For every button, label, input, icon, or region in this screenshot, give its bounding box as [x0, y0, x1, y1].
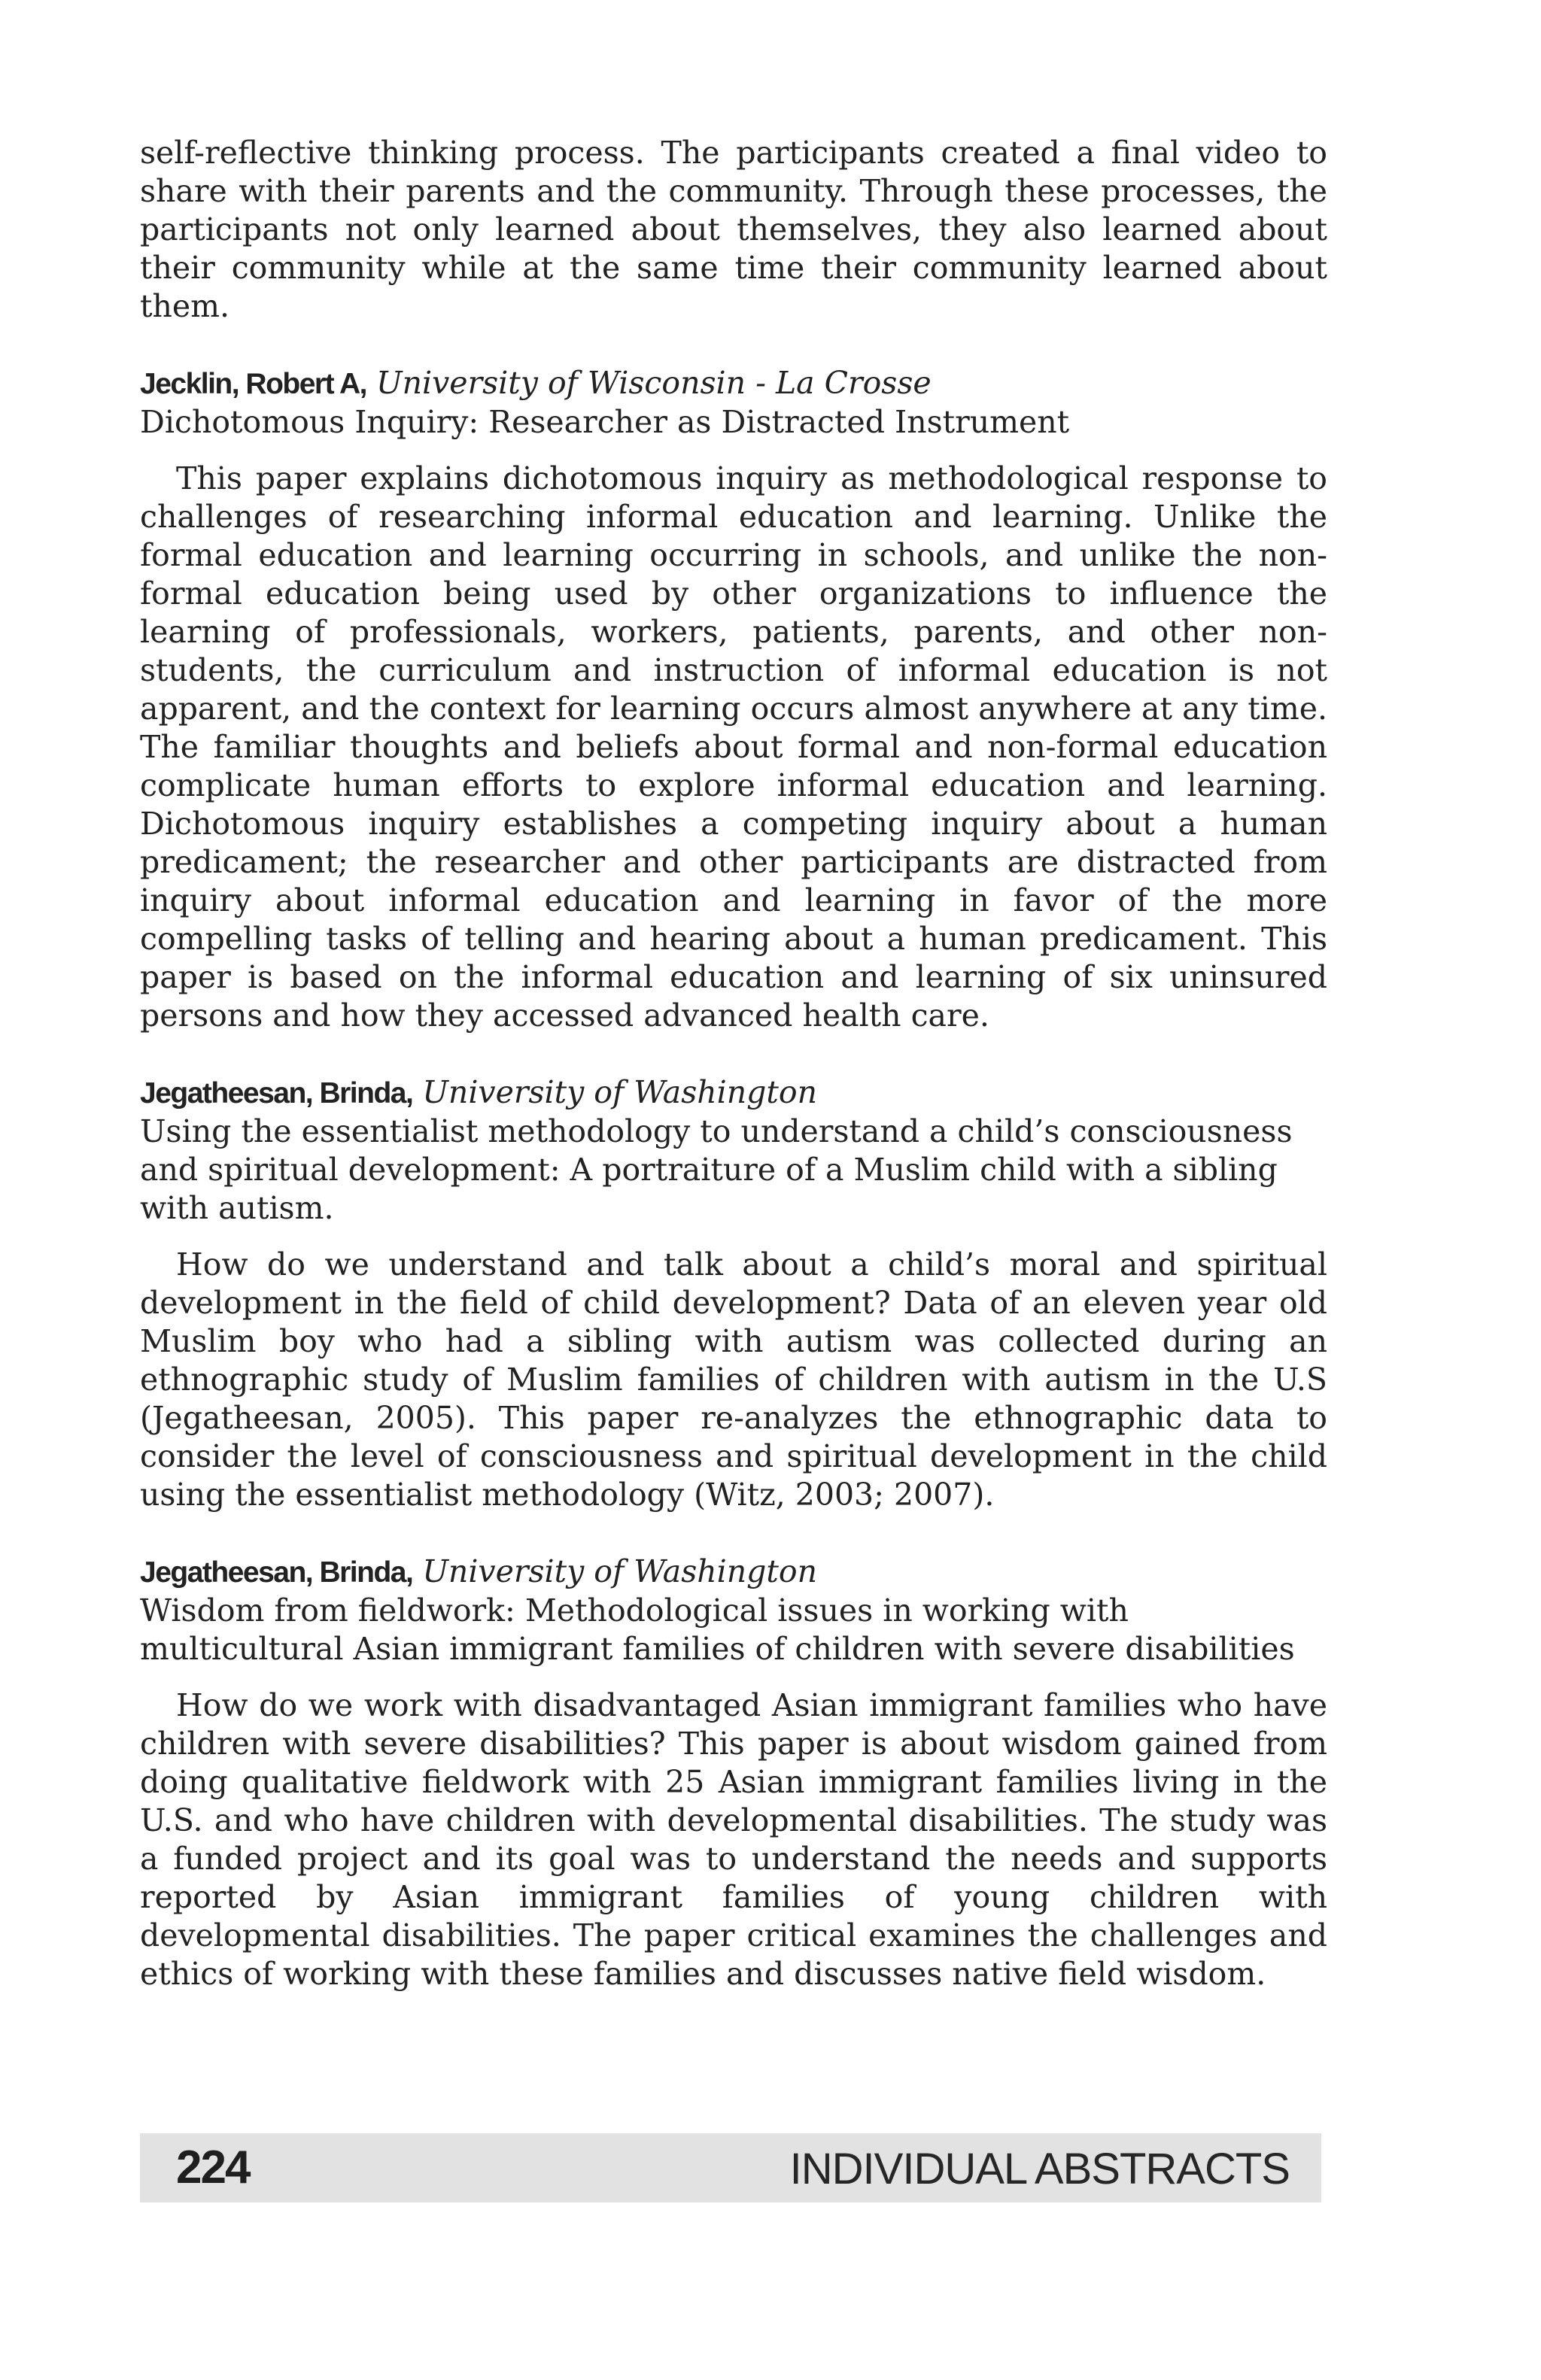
page-footer	[140, 2133, 1321, 2202]
entry-header	[140, 1553, 1327, 1592]
author-affiliation: University of Washington	[422, 1074, 817, 1110]
entry-header	[140, 364, 1327, 403]
author-affiliation: University of Wisconsin - La Crosse	[376, 365, 932, 401]
abstract-title: Using the essentialist methodology to understand a child’s consciousness and spiritual development: A portraiture of a Muslim child with a sibling with autism.	[140, 1113, 1293, 1226]
page-number: 224	[176, 2142, 250, 2193]
abstract-entry	[140, 1553, 1327, 1993]
section-name: INDIVIDUAL ABSTRACTS	[789, 2145, 1290, 2193]
continuation-paragraph: self-reflective thinking process. The participants created a final video to share with their parents and the community. Through these processes, the participants not only learned about themselves, they also learned about their community while at the same time their community learned about them.	[140, 135, 1327, 324]
author-name: Jegatheesan, Brinda,	[140, 1556, 413, 1589]
abstract-text: This paper explains dichotomous inquiry as methodological response to challenges of researching informal education and learning. Unlike the formal education and learning occurring in schools, and unlike the non-formal education being used by other organizations to influence the learning of professionals, workers, patients, parents, and other non-students, the curriculum and instruction of informal education is not apparent, and the context for learning occurs almost anywhere at any time. The familiar thoughts and beliefs about formal and non-formal education complicate human efforts to explore informal education and learning. Dichotomous inquiry establishes a competing inquiry about a human predicament; the researcher and other participants are distracted from inquiry about informal education and learning in favor of the more compelling tasks of telling and hearing about a human predicament. This paper is based on the informal education and learning of six uninsured persons and how they accessed advanced health care.	[140, 460, 1327, 1034]
abstract-entry	[140, 364, 1327, 1035]
abstract-text: How do we understand and talk about a child’s moral and spiritual development in the field of child development? Data of an eleven year old Muslim boy who had a sibling with autism was collected during an ethnographic study of Muslim families of children with autism in the U.S (Jegatheesan, 2005). This paper re-analyzes the ethnographic data to consider the level of consciousness and spiritual development in the child using the essentialist methodology (Witz, 2003; 2007).	[140, 1246, 1327, 1513]
abstract-title: Wisdom from fieldwork: Methodological issues in working with multicultural Asian immigrant families of children with severe disabilities	[140, 1592, 1295, 1667]
author-affiliation: University of Washington	[422, 1553, 817, 1589]
abstract-entry	[140, 1073, 1327, 1514]
author-name: Jecklin, Robert A,	[140, 368, 366, 400]
author-name: Jegatheesan, Brinda,	[140, 1077, 413, 1110]
abstract-title: Dichotomous Inquiry: Researcher as Distracted Instrument	[140, 404, 1070, 440]
page-body	[140, 134, 1327, 1993]
abstract-text: How do we work with disadvantaged Asian immigrant families who have children with severe disabilities? This paper is about wisdom gained from doing qualitative fieldwork with 25 Asian immigrant families living in the U.S. and who have children with developmental disabilities. The study was a funded project and its goal was to understand the needs and supports reported by Asian immigrant families of young children with developmental disabilities. The paper critical examines the challenges and ethics of working with these families and discusses native field wisdom.	[140, 1687, 1327, 1992]
entry-header	[140, 1073, 1327, 1113]
